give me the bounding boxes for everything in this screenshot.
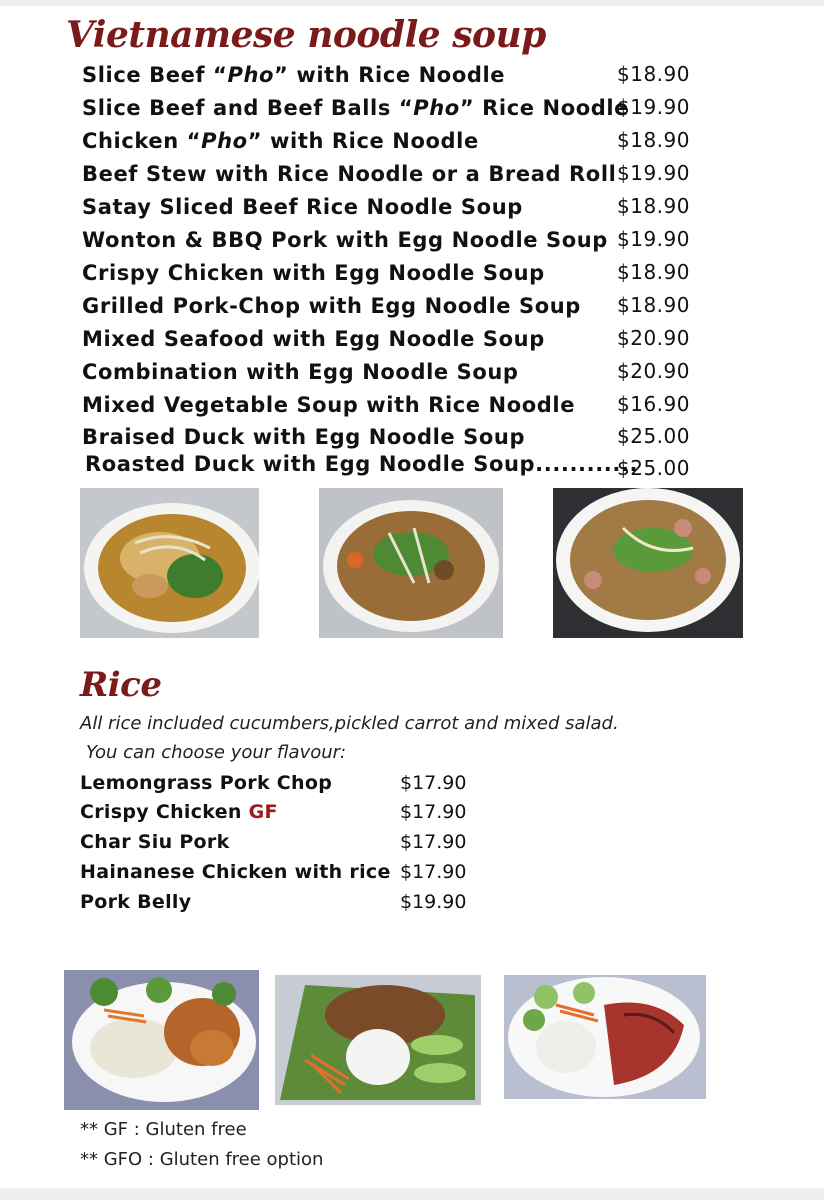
- rice-plate-photo: [275, 975, 481, 1105]
- soup-bowl-photo: [80, 488, 259, 638]
- menu-item-price: $17.90: [400, 831, 467, 853]
- menu-item-price: $25.00: [617, 424, 690, 448]
- menu-item-name: Slice Beef and Beef Balls “Pho” Rice Noodle: [82, 96, 630, 120]
- soup-bowl-photo: [319, 488, 503, 638]
- menu-item-price: $17.90: [400, 801, 467, 823]
- menu-item-price: $18.90: [617, 293, 690, 317]
- menu-item-price: $20.90: [617, 359, 690, 383]
- noodle-section-title: Vietnamese noodle soup: [66, 14, 546, 56]
- menu-item-name: Crispy Chicken GF: [80, 801, 278, 823]
- menu-item-name: Braised Duck with Egg Noodle Soup: [82, 425, 526, 449]
- menu-item-name: Pork Belly: [80, 891, 192, 913]
- rice-plate-photo: [64, 970, 259, 1110]
- menu-item-price: $18.90: [617, 194, 690, 218]
- rice-section-title: Rice: [80, 665, 162, 705]
- menu-item-name: Lemongrass Pork Chop: [80, 772, 333, 794]
- menu-item-name: Crispy Chicken with Egg Noodle Soup: [82, 261, 545, 285]
- menu-item-name: Roasted Duck with Egg Noodle Soup............: [85, 452, 639, 476]
- soup-bowl-photo: [553, 488, 743, 638]
- menu-item-name: Char Siu Pork: [80, 831, 230, 853]
- menu-item-name: Satay Sliced Beef Rice Noodle Soup: [82, 195, 523, 219]
- footnote-gfo: ** GFO : Gluten free option: [80, 1149, 324, 1170]
- menu-item-name: Hainanese Chicken with rice: [80, 861, 391, 883]
- page-top-strip: [0, 0, 824, 6]
- rice-note: You can choose your flavour:: [86, 742, 347, 763]
- footnote-gf: ** GF : Gluten free: [80, 1119, 247, 1140]
- menu-item-name: Wonton & BBQ Pork with Egg Noodle Soup: [82, 228, 608, 252]
- menu-item-name: Beef Stew with Rice Noodle or a Bread Roll: [82, 162, 617, 186]
- menu-item-name: Mixed Seafood with Egg Noodle Soup: [82, 327, 545, 351]
- menu-item-name: Slice Beef “Pho” with Rice Noodle: [82, 63, 506, 87]
- menu-item-price: $20.90: [617, 326, 690, 350]
- menu-item-price: $17.90: [400, 772, 467, 794]
- menu-item-name: Mixed Vegetable Soup with Rice Noodle: [82, 393, 576, 417]
- menu-item-name: Chicken “Pho” with Rice Noodle: [82, 129, 479, 153]
- rice-plate-photo: [504, 975, 706, 1099]
- menu-item-price: $17.90: [400, 861, 467, 883]
- menu-item-price: $19.90: [617, 227, 690, 251]
- menu-item-name: Grilled Pork-Chop with Egg Noodle Soup: [82, 294, 581, 318]
- menu-item-price: $19.90: [400, 891, 467, 913]
- menu-item-name: Combination with Egg Noodle Soup: [82, 360, 519, 384]
- page-bottom-strip: [0, 1188, 824, 1200]
- rice-note: All rice included cucumbers,pickled carrot and mixed salad.: [80, 713, 619, 734]
- menu-item-price: $18.90: [617, 128, 690, 152]
- menu-item-price: $19.90: [617, 161, 690, 185]
- menu-item-price: $18.90: [617, 62, 690, 86]
- gf-tag: GF: [248, 801, 278, 823]
- menu-item-price: $19.90: [617, 95, 690, 119]
- menu-item-price: $18.90: [617, 260, 690, 284]
- menu-item-price: $16.90: [617, 392, 690, 416]
- menu-item-price: $25.00: [617, 456, 690, 480]
